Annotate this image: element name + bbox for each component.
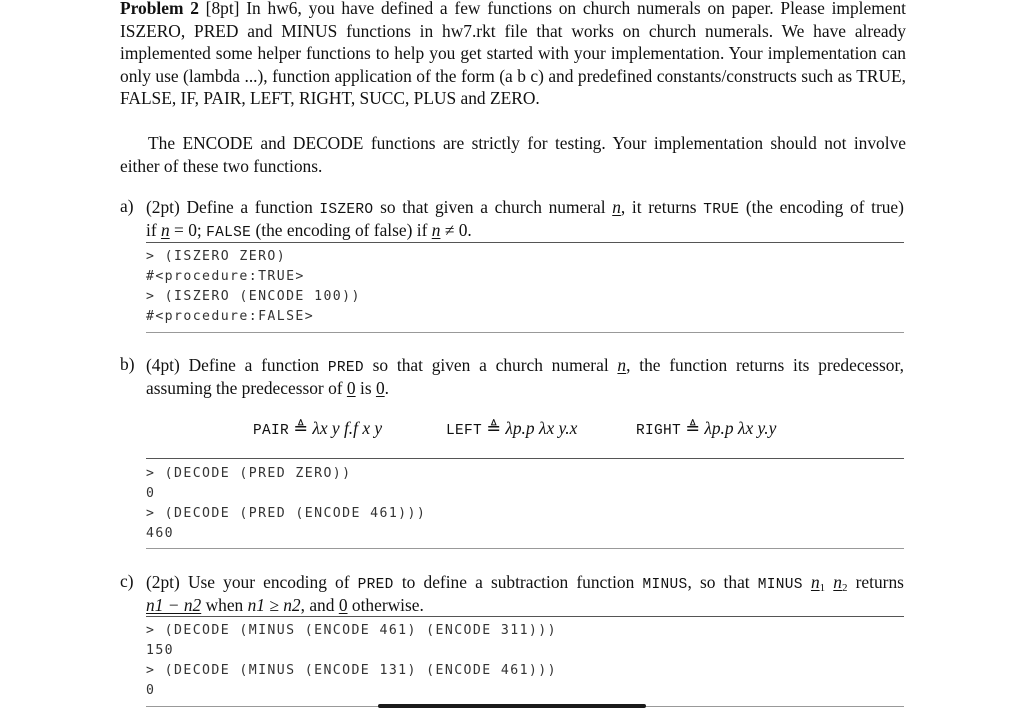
code-line: > (DECODE (MINUS (ENCODE 461) (ENCODE 311))): [146, 623, 557, 638]
problem-intro-text: In hw6, you have defined a few functions on church numerals on paper. Please implement ISZERO, PRED and MINUS functions in hw7.rkt file that works on church numerals. We have already implemented some helper functions to help you get started with your implementation. Your implementation can only use (lambda ...), function application of the form (a b c) and predefined constants/constructs such as TRUE, FALSE, IF, PAIR, LEFT, RIGHT, SUCC, PLUS and ZERO.: [120, 0, 906, 109]
fn-pred-ref: PRED: [357, 577, 394, 593]
part-c-line2: n1 − n2 when n1 ≥ n2, and 0 otherwise.: [146, 595, 424, 615]
problem-title: Problem 2: [120, 0, 199, 18]
code-line: 0: [146, 683, 156, 698]
part-b-line1: (4pt) Define a function PRED so that given a church numeral n, the function returns its predecessor,: [146, 355, 904, 376]
code-line: > (ISZERO (ENCODE 100)): [146, 289, 361, 304]
pair-definition: PAIR ≜ λx y f.f x y: [253, 418, 383, 439]
part-b-code-bottom-rule: [146, 548, 904, 549]
part-a-code-top-rule: [146, 242, 904, 243]
code-line: 150: [146, 643, 175, 658]
code-line: > (ISZERO ZERO): [146, 249, 287, 264]
right-definition: RIGHT ≜ λp.p λx y.y: [636, 418, 777, 439]
part-a-label: a): [120, 196, 134, 216]
testing-note-text: The ENCODE and DECODE functions are strictly for testing. Your implementation should not involve either of these two functions.: [120, 133, 906, 176]
code-line: > (DECODE (PRED ZERO)): [146, 466, 352, 481]
part-a-line1: (2pt) Define a function ISZERO so that given a church numeral n, it returns TRUE (the encoding of true): [146, 197, 904, 218]
part-a-code-bottom-rule: [146, 332, 904, 333]
part-c-line1: (2pt) Use your encoding of PRED to define a subtraction function MINUS, so that MINUS $n_1$ $n_2$ returns: [146, 572, 904, 594]
args-n1-n2: $n_1$: [810, 572, 826, 594]
fn-pred: PRED: [327, 360, 364, 376]
part-c-code-block: [146, 621, 557, 701]
left-definition: LEFT ≜ λp.p λx y.x: [446, 418, 578, 439]
code-line: > (DECODE (MINUS (ENCODE 131) (ENCODE 461))): [146, 663, 557, 678]
code-line: #<procedure:TRUE>: [146, 269, 305, 284]
problem-intro: [120, 0, 906, 110]
part-c-code-top-rule: [146, 616, 904, 617]
cond-neq-zero: ≠ 0.: [444, 220, 472, 240]
code-line: #<procedure:FALSE>: [146, 309, 315, 324]
var-n: n: [612, 197, 621, 217]
kw-false: FALSE: [206, 225, 252, 241]
cond-eq-zero: = 0;: [174, 220, 202, 240]
code-line: 0: [146, 486, 156, 501]
minus-expression: n1 − n2: [146, 595, 202, 615]
part-a-line2: if n = 0; FALSE (the encoding of false) if n ≠ 0.: [146, 220, 472, 241]
problem-points: [8pt]: [205, 0, 240, 18]
part-b-code-top-rule: [146, 458, 904, 459]
code-line: > (DECODE (PRED (ENCODE 461))): [146, 506, 427, 521]
scroll-indicator[interactable]: [378, 704, 646, 708]
minus-condition: n1 ≥ n2: [247, 595, 301, 615]
fn-minus: MINUS: [642, 577, 688, 593]
part-b-line2: assuming the predecessor of 0 is 0.: [146, 378, 390, 398]
part-c-label: c): [120, 571, 134, 591]
part-b-label: b): [120, 354, 135, 374]
kw-true: TRUE: [703, 202, 740, 218]
code-line: 460: [146, 526, 175, 541]
part-b-code-block: [146, 464, 426, 544]
part-a-code-block: [146, 247, 361, 327]
fn-iszero: ISZERO: [319, 202, 374, 218]
testing-note: [120, 132, 906, 177]
